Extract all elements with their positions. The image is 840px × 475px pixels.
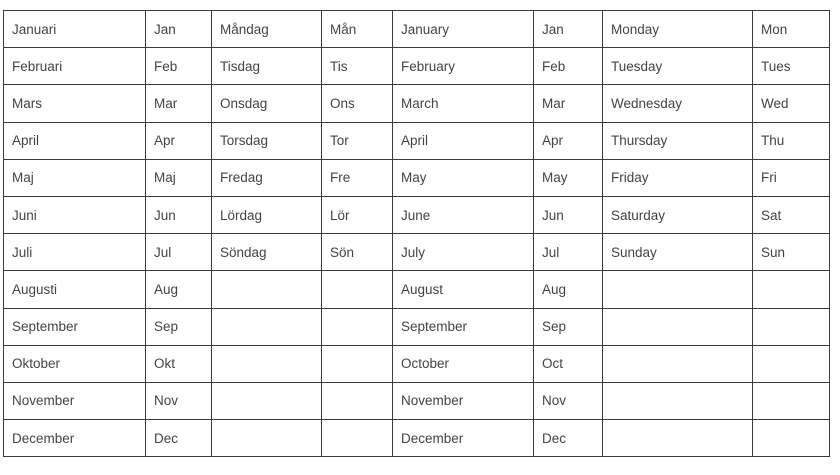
table-row (4, 420, 830, 457)
swedish-month-abbr-cell: Feb (146, 48, 212, 85)
swedish-month-abbr-cell: Dec (146, 420, 212, 457)
table-row (4, 382, 830, 419)
swedish-weekday-abbr-cell: Mån (322, 11, 393, 48)
swedish-month-cell: Januari (4, 11, 146, 48)
swedish-month-cell: April (4, 122, 146, 159)
swedish-weekday-abbr-cell (322, 420, 393, 457)
english-month-cell: July (393, 234, 534, 271)
swedish-weekday-cell (212, 420, 322, 457)
english-weekday-cell: Friday (603, 159, 753, 196)
swedish-weekday-cell: Måndag (212, 11, 322, 48)
english-weekday-cell: Saturday (603, 196, 753, 233)
swedish-weekday-abbr-cell: Tis (322, 48, 393, 85)
english-month-abbr-cell: Sep (534, 308, 603, 345)
english-month-abbr-cell: Dec (534, 420, 603, 457)
table-row (4, 308, 830, 345)
table-body (4, 11, 830, 457)
table-row (4, 48, 830, 85)
swedish-month-cell: Maj (4, 159, 146, 196)
table-row (4, 271, 830, 308)
swedish-weekday-cell: Torsdag (212, 122, 322, 159)
english-weekday-abbr-cell: Sun (753, 234, 830, 271)
english-weekday-cell (603, 420, 753, 457)
swedish-month-abbr-cell: Jun (146, 196, 212, 233)
english-month-cell: October (393, 345, 534, 382)
english-month-abbr-cell: Oct (534, 345, 603, 382)
swedish-month-cell: November (4, 382, 146, 419)
english-month-abbr-cell: Aug (534, 271, 603, 308)
english-weekday-abbr-cell (753, 271, 830, 308)
english-month-abbr-cell: May (534, 159, 603, 196)
swedish-weekday-abbr-cell: Ons (322, 85, 393, 122)
table-row (4, 85, 830, 122)
english-weekday-cell: Monday (603, 11, 753, 48)
swedish-month-cell: Februari (4, 48, 146, 85)
english-month-abbr-cell: Mar (534, 85, 603, 122)
english-weekday-abbr-cell: Tues (753, 48, 830, 85)
swedish-month-abbr-cell: Mar (146, 85, 212, 122)
swedish-month-cell: Mars (4, 85, 146, 122)
english-weekday-cell: Sunday (603, 234, 753, 271)
swedish-month-abbr-cell: Apr (146, 122, 212, 159)
months-weekdays-table (3, 10, 830, 457)
swedish-month-cell: Juli (4, 234, 146, 271)
english-weekday-cell: Thursday (603, 122, 753, 159)
english-month-cell: September (393, 308, 534, 345)
english-weekday-abbr-cell: Fri (753, 159, 830, 196)
english-month-abbr-cell: Jan (534, 11, 603, 48)
english-weekday-abbr-cell (753, 308, 830, 345)
swedish-weekday-abbr-cell: Tor (322, 122, 393, 159)
swedish-month-abbr-cell: Maj (146, 159, 212, 196)
english-month-cell: August (393, 271, 534, 308)
table-row (4, 196, 830, 233)
swedish-month-abbr-cell: Jan (146, 11, 212, 48)
english-weekday-abbr-cell (753, 345, 830, 382)
table-row (4, 122, 830, 159)
swedish-month-cell: Augusti (4, 271, 146, 308)
english-month-abbr-cell: Jul (534, 234, 603, 271)
english-weekday-cell (603, 271, 753, 308)
english-month-abbr-cell: Jun (534, 196, 603, 233)
swedish-weekday-cell: Onsdag (212, 85, 322, 122)
swedish-weekday-abbr-cell (322, 271, 393, 308)
swedish-weekday-abbr-cell: Lör (322, 196, 393, 233)
table-row (4, 11, 830, 48)
swedish-month-abbr-cell: Sep (146, 308, 212, 345)
english-month-abbr-cell: Nov (534, 382, 603, 419)
english-month-abbr-cell: Apr (534, 122, 603, 159)
english-month-cell: January (393, 11, 534, 48)
english-weekday-cell (603, 308, 753, 345)
swedish-weekday-cell (212, 271, 322, 308)
swedish-weekday-cell (212, 345, 322, 382)
english-weekday-abbr-cell: Wed (753, 85, 830, 122)
english-weekday-abbr-cell: Sat (753, 196, 830, 233)
swedish-month-cell: Juni (4, 196, 146, 233)
english-weekday-abbr-cell: Mon (753, 11, 830, 48)
table-row (4, 345, 830, 382)
english-weekday-cell: Wednesday (603, 85, 753, 122)
english-month-cell: March (393, 85, 534, 122)
swedish-month-abbr-cell: Okt (146, 345, 212, 382)
english-month-cell: November (393, 382, 534, 419)
swedish-month-abbr-cell: Nov (146, 382, 212, 419)
swedish-weekday-cell: Fredag (212, 159, 322, 196)
swedish-month-cell: Oktober (4, 345, 146, 382)
swedish-month-cell: September (4, 308, 146, 345)
swedish-weekday-cell (212, 382, 322, 419)
english-weekday-abbr-cell (753, 420, 830, 457)
english-month-abbr-cell: Feb (534, 48, 603, 85)
table-row (4, 159, 830, 196)
swedish-weekday-cell: Tisdag (212, 48, 322, 85)
table-row (4, 234, 830, 271)
swedish-weekday-abbr-cell (322, 382, 393, 419)
english-weekday-cell: Tuesday (603, 48, 753, 85)
swedish-weekday-abbr-cell: Fre (322, 159, 393, 196)
swedish-month-cell: December (4, 420, 146, 457)
english-month-cell: February (393, 48, 534, 85)
swedish-weekday-abbr-cell (322, 345, 393, 382)
swedish-weekday-cell: Söndag (212, 234, 322, 271)
english-weekday-abbr-cell: Thu (753, 122, 830, 159)
english-weekday-cell (603, 345, 753, 382)
english-weekday-abbr-cell (753, 382, 830, 419)
english-month-cell: April (393, 122, 534, 159)
swedish-month-abbr-cell: Aug (146, 271, 212, 308)
swedish-weekday-abbr-cell: Sön (322, 234, 393, 271)
swedish-month-abbr-cell: Jul (146, 234, 212, 271)
english-month-cell: December (393, 420, 534, 457)
swedish-weekday-cell: Lördag (212, 196, 322, 233)
english-month-cell: June (393, 196, 534, 233)
swedish-weekday-abbr-cell (322, 308, 393, 345)
english-month-cell: May (393, 159, 534, 196)
swedish-weekday-cell (212, 308, 322, 345)
english-weekday-cell (603, 382, 753, 419)
